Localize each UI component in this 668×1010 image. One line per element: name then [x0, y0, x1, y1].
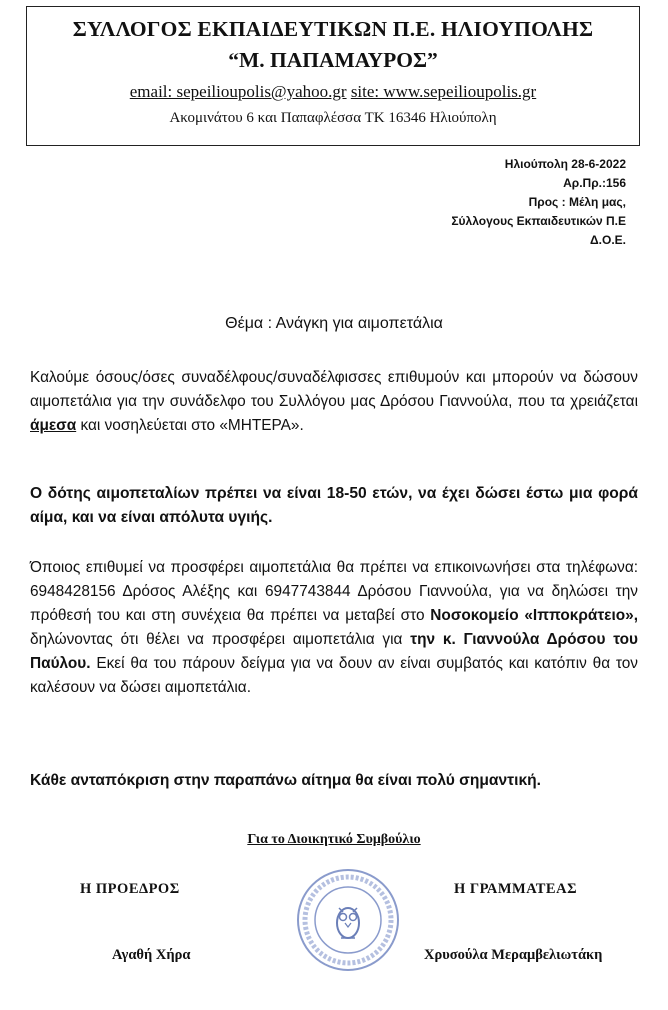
- paragraph-donor-requirements: Ο δότης αιμοπεταλίων πρέπει να είναι 18-50 ετών, να έχει δώσει έστω μια φορά αίμα, και να είναι απόλυτα υγιής.: [30, 485, 638, 526]
- letterhead: [26, 6, 640, 146]
- paragraph-request: [30, 366, 638, 438]
- recipient-line-1: Προς : Μέλη μας,: [528, 195, 626, 209]
- address: Ακομινάτου 6 και Παπαφλέσσα ΤΚ 16346 Ηλιούπολη: [169, 110, 497, 126]
- place-date: Ηλιούπολη 28-6-2022: [504, 157, 626, 171]
- subject-line: [0, 315, 668, 333]
- p1-text-a: Καλούμε όσους/όσες συναδέλφους/συναδέλφισσες επιθυμούν και μπορούν να δώσουν αιμοπετάλια για την συνάδελφο του Συλλόγου μας Δρόσου Γιαννούλα, που τα χρειάζεται: [30, 369, 638, 410]
- recipient-line-2: Σύλλογους Εκπαιδευτικών Π.Ε: [451, 214, 626, 228]
- letter-meta: [451, 155, 626, 250]
- president-name: Αγαθή Χήρα: [112, 947, 191, 963]
- email-link[interactable]: email: sepeilioupolis@yahoo.gr: [129, 82, 347, 101]
- protocol-number: Αρ.Πρ.:156: [563, 176, 626, 190]
- p3-text-c: Εκεί θα του πάρουν δείγμα για να δουν αν είναι συμβατός και κατόπιν θα τον καλέσουν να δώσει αιμοπετάλια.: [30, 655, 638, 696]
- recipient-line-3: Δ.Ο.Ε.: [590, 233, 626, 247]
- contact-line: [27, 82, 639, 102]
- paragraph-instructions: [30, 556, 638, 700]
- stamp-graphic: [293, 865, 403, 975]
- paragraph-closing: Κάθε ανταπόκριση στην παραπάνω αίτημα θα είναι πολύ σημαντική.: [30, 772, 542, 789]
- p3-text-a: Όποιος επιθυμεί να προσφέρει αιμοπετάλια θα πρέπει να επικοινωνήσει στα τηλέφωνα: 6948428156 Δρόσος Αλέξης και 6947743844 Δρόσου Γιαννούλα, για να δηλώσει την πρόθεσή του και στη συνέχεια θα πρέπει να μεταβεί στο: [30, 559, 638, 624]
- association-subname: “Μ. ΠΑΠΑΜΑΥΡΟΣ”: [228, 48, 438, 72]
- site-link[interactable]: site: www.sepeilioupolis.gr: [350, 82, 537, 101]
- association-name: ΣΥΛΛΟΓΟΣ ΕΚΠΑΙΔΕΥΤΙΚΩΝ Π.Ε. ΗΛΙΟΥΠΟΛΗΣ: [72, 17, 594, 41]
- p3-patient-name: την κ. Γιαννούλα Δρόσου του Παύλου.: [30, 631, 639, 672]
- subject-text: Θέμα : Ανάγκη για αιμοπετάλια: [225, 315, 443, 332]
- secretary-title: Η ΓΡΑΜΜΑΤΕΑΣ: [454, 881, 578, 897]
- secretary-name: Χρυσούλα Μεραμβελιωτάκη: [424, 947, 603, 963]
- council-heading: [0, 832, 668, 848]
- president-title: Η ΠΡΟΕΔΡΟΣ: [80, 881, 180, 897]
- owl-seal-stamp: [293, 865, 403, 975]
- p3-text-b: δηλώνοντας ότι θέλει να προσφέρει αιμοπετάλια για: [30, 631, 411, 648]
- council-heading-text: Για το Διοικητικό Συμβούλιο: [247, 832, 421, 847]
- p1-text-b: και νοσηλεύεται στο «ΜΗΤΕΡΑ».: [76, 417, 304, 434]
- p3-hospital: Νοσοκομείο «Ιπποκράτειο»,: [430, 607, 639, 624]
- p1-emphasis: άμεσα: [30, 417, 77, 434]
